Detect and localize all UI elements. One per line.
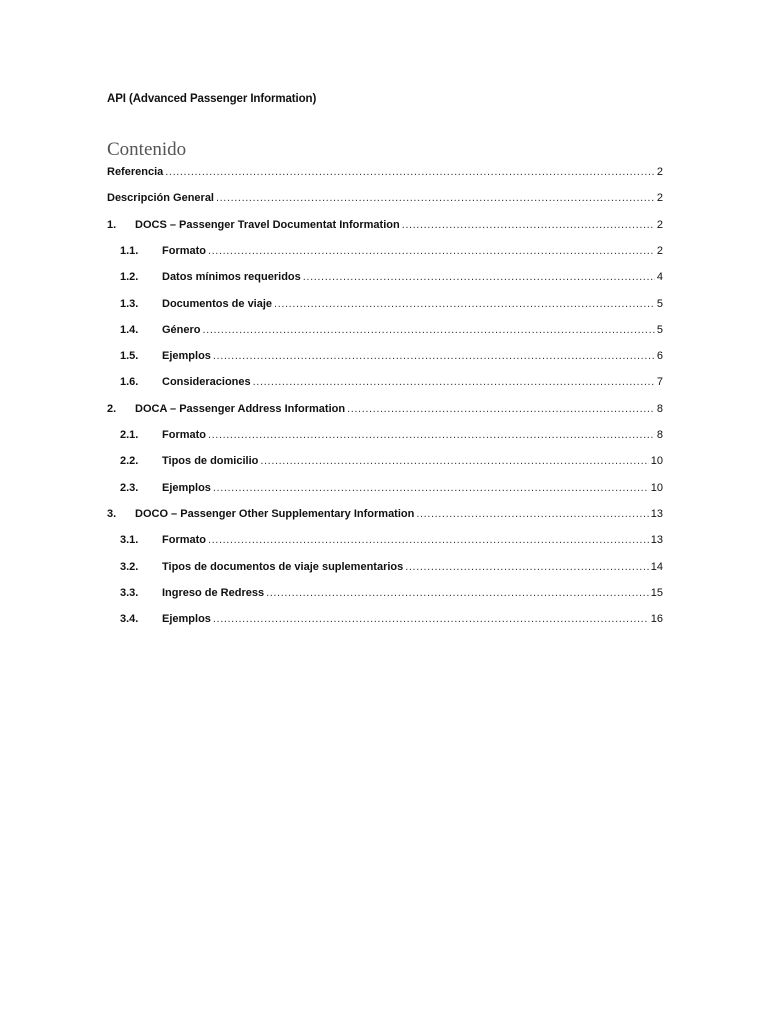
toc-entry-number: 1.5. (120, 350, 139, 363)
toc-entry-number: 3.1. (120, 534, 139, 547)
toc-entry-page-number: 13 (650, 507, 663, 520)
toc-entry[interactable] (107, 482, 663, 498)
toc-entry-title: Ejemplos (162, 613, 211, 626)
toc-entry[interactable] (107, 403, 663, 419)
toc-entry-number: 2.1. (120, 429, 139, 441)
toc-entry-page-number: 2 (656, 218, 663, 231)
toc-dot-leader (405, 561, 649, 573)
toc-dot-leader (416, 508, 648, 520)
toc-entry[interactable] (107, 561, 663, 577)
toc-dot-leader (216, 192, 655, 204)
toc-entry-title: Tipos de documentos de viaje suplementarios (162, 560, 404, 573)
toc-dot-leader (274, 298, 655, 310)
toc-entry-page-number: 15 (650, 586, 663, 599)
toc-entry-number: 1.6. (120, 376, 139, 389)
toc-entry-title: Formato (162, 534, 206, 547)
toc-dot-leader (213, 350, 655, 362)
toc-entry[interactable] (107, 192, 663, 208)
toc-entry-page-number: 13 (650, 534, 663, 547)
toc-dot-leader (208, 429, 655, 441)
toc-entry-title: Formato (162, 429, 206, 441)
toc-entry-title: Ingreso de Redress (162, 586, 265, 599)
toc-dot-leader (303, 271, 655, 283)
toc-entry[interactable] (107, 245, 663, 261)
toc-entry-page-number: 16 (650, 613, 663, 626)
toc-entry[interactable] (107, 508, 663, 524)
toc-entry-title: DOCS – Passenger Travel Documentat Information (135, 218, 400, 231)
toc-dot-leader (213, 482, 649, 494)
toc-entry[interactable] (107, 324, 663, 340)
toc-entry[interactable] (107, 613, 663, 629)
toc-entry[interactable] (107, 271, 663, 287)
toc-dot-leader (203, 324, 655, 336)
toc-entry[interactable] (107, 350, 663, 366)
toc-entry-number: 1.4. (120, 323, 139, 336)
toc-entry-title: Descripción General (107, 192, 214, 205)
toc-entry-number: 2.3. (120, 481, 139, 494)
toc-entry-title: Ejemplos (162, 350, 211, 363)
toc-entry-number: 1.3. (120, 297, 139, 310)
toc-entry-page-number: 10 (650, 455, 663, 468)
toc-entry-page-number: 5 (656, 297, 663, 310)
toc-entry-title: Documentos de viaje (162, 297, 273, 310)
toc-entry[interactable] (107, 587, 663, 603)
toc-dot-leader (208, 534, 649, 546)
toc-heading: Contenido (107, 139, 187, 160)
toc-entry[interactable] (107, 376, 663, 392)
toc-entry-page-number: 8 (656, 429, 663, 441)
toc-entry-page-number: 7 (656, 376, 663, 389)
toc-entry-page-number: 6 (656, 350, 663, 363)
toc-entry-title: Referencia (107, 166, 164, 178)
toc-entry-page-number: 5 (656, 323, 663, 336)
toc-entry[interactable] (107, 534, 663, 550)
toc-entry[interactable] (107, 219, 663, 235)
toc-entry-number: 1. (107, 218, 117, 231)
toc-entry-page-number: 4 (656, 271, 663, 284)
toc-entry-title: Datos mínimos requeridos (162, 271, 301, 284)
toc-entry-title: Tipos de domicilio (162, 455, 259, 468)
toc-dot-leader (213, 613, 649, 625)
toc-entry-number: 3.4. (120, 613, 139, 626)
toc-entry-number: 2.2. (120, 455, 139, 468)
toc-entry-number: 3.3. (120, 586, 139, 599)
toc-dot-leader (253, 376, 655, 388)
toc-entry-page-number: 2 (656, 166, 663, 178)
toc-entry-title: Ejemplos (162, 481, 211, 494)
toc-dot-leader (402, 219, 655, 231)
toc-dot-leader (260, 455, 648, 467)
toc-entry[interactable] (107, 298, 663, 314)
toc-dot-leader (208, 245, 655, 257)
toc-entry-page-number: 8 (656, 402, 663, 415)
toc-entry-number: 2. (107, 402, 117, 415)
toc-entry-number: 1.2. (120, 271, 139, 284)
toc-entry[interactable] (107, 429, 663, 445)
toc-dot-leader (165, 166, 655, 178)
toc-entry-title: Consideraciones (162, 376, 251, 389)
toc-entry-title: Formato (162, 244, 206, 257)
toc-entry-page-number: 14 (650, 560, 663, 573)
toc-entry-number: 1.1. (120, 244, 139, 257)
document-title: API (Advanced Passenger Information) (107, 93, 317, 105)
toc-entry-page-number: 2 (656, 244, 663, 257)
toc-entry[interactable] (107, 166, 663, 182)
toc-entry-page-number: 2 (656, 192, 663, 205)
toc-entry-title: DOCO – Passenger Other Supplementary Information (135, 507, 415, 520)
toc-entry-number: 3. (107, 507, 117, 520)
toc-dot-leader (266, 587, 649, 599)
toc-entry[interactable] (107, 455, 663, 471)
toc-dot-leader (347, 403, 655, 415)
toc-entry-title: Género (162, 323, 201, 336)
toc-entry-number: 3.2. (120, 560, 139, 573)
toc-entry-title: DOCA – Passenger Address Information (135, 402, 346, 415)
toc-entry-page-number: 10 (650, 481, 663, 494)
